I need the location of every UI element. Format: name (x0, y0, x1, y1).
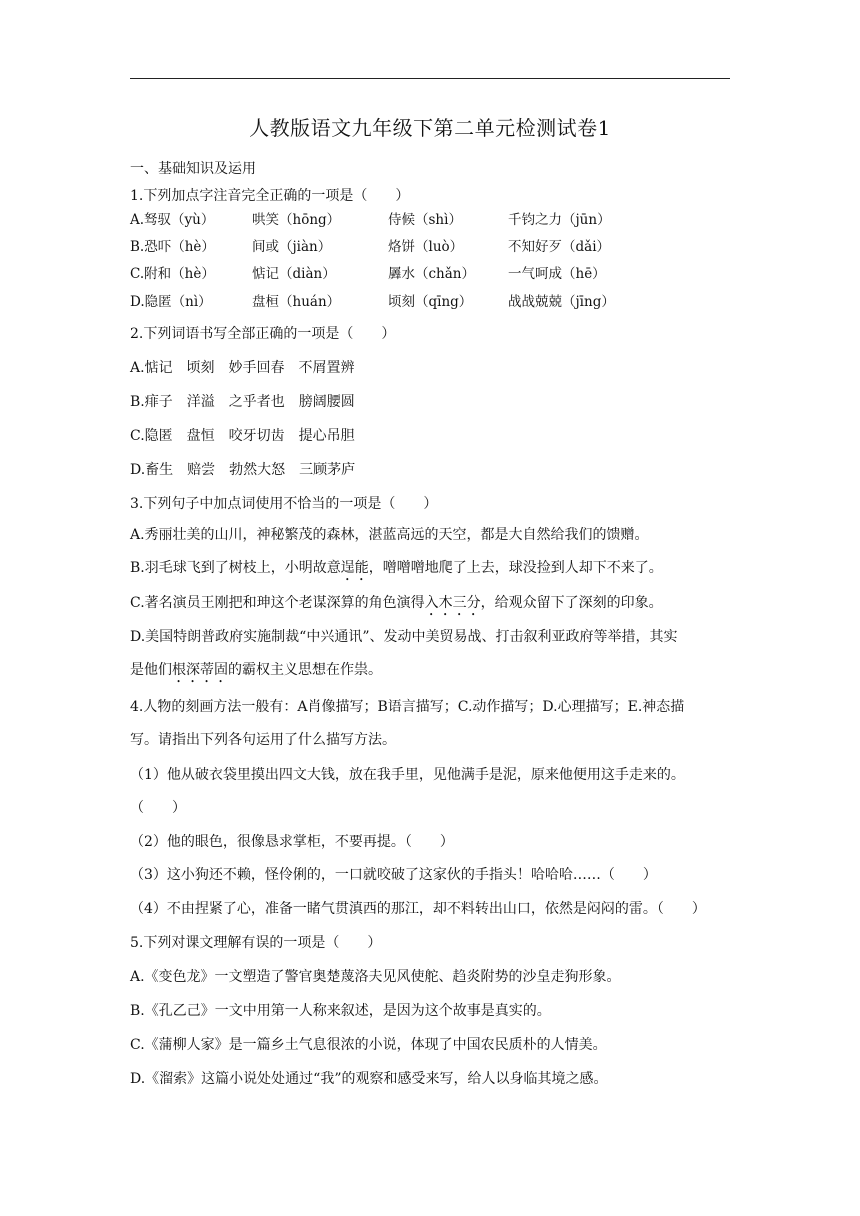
q3-d-dotted: 根深蒂固 (172, 662, 228, 678)
q3-b-post: ，噌噌噌地爬了上去，球没捡到人却下不来了。 (368, 560, 663, 576)
q1-c-3: 羼水（chǎn） (388, 266, 475, 282)
q1-b-4: 不知好歹（dǎi） (508, 239, 611, 255)
q3-option-d-line2 (130, 659, 382, 686)
q1-c-1: C.附和（hè） (130, 266, 215, 282)
q4-item-2: （2）他的眼色，很像恳求掌柜，不要再提。（ ） (130, 834, 454, 850)
q3-stem: 3.下列句子中加点词使用不恰当的一项是（ ） (130, 496, 438, 512)
q4-item-4: （4）不由捏紧了心，准备一睹气贯滇西的那江，却不料转出山口，依然是闷闷的雷。（ ） (130, 901, 706, 917)
q3-option-d-line1: D.美国特朗普政府实施制裁“中兴通讯”、发动中美贸易战、打击叙利亚政府等举措，其实 (130, 629, 678, 645)
q5-option-a: A.《变色龙》一文塑造了警官奥楚蔑洛夫见风使舵、趋炎附势的沙皇走狗形象。 (130, 969, 621, 985)
q4-item-1-blank: （ ） (130, 800, 186, 816)
section-heading: 一、基础知识及运用 (130, 161, 256, 177)
q1-b-1: B.恐吓（hè） (130, 239, 215, 255)
q1-a-3: 侍候（shì） (388, 212, 462, 228)
q2-stem: 2.下列词语书写全部正确的一项是（ ） (130, 326, 396, 342)
q4-item-3: （3）这小狗还不赖，怪伶俐的，一口就咬破了这家伙的手指头！哈哈哈……（ ） (130, 867, 657, 883)
q1-stem: 1.下列加点字注音完全正确的一项是（ ） (130, 188, 410, 204)
q1-d-4: 战战兢兢（jīng） (508, 294, 615, 310)
q1-d-1: D.隐匿（nì） (130, 294, 212, 310)
q1-a-2: 哄笑（hōng） (252, 212, 341, 228)
q3-c-post: ，给观众留下了深刻的印象。 (480, 595, 663, 611)
q5-option-b: B.《孔乙己》一文中用第一人称来叙述，是因为这个故事是真实的。 (130, 1003, 551, 1019)
q3-d-post: 的霸权主义思想在作祟。 (228, 662, 382, 678)
q3-option-c (130, 592, 663, 619)
q2-option-d: D.畜生 赔尝 勃然大怒 三顾茅庐 (130, 462, 356, 478)
q3-option-a: A.秀丽壮美的山川，神秘繁茂的森林，湛蓝高远的天空，都是大自然给我们的馈赠。 (130, 527, 649, 543)
q3-c-dotted: 入木三分 (424, 595, 481, 611)
q3-b-pre: B.羽毛球飞到了树枝上，小明故意 (130, 560, 341, 576)
q2-option-a: A.惦记 顷刻 妙手回春 不屑置辨 (130, 360, 355, 376)
q5-option-d: D.《溜索》这篇小说处处通过“我”的观察和感受来写，给人以身临其境之感。 (130, 1071, 608, 1087)
q1-a-4: 千钧之力（jūn） (508, 212, 611, 228)
q1-c-4: 一气呵成（hē） (508, 266, 606, 282)
q4-stem-line1: 4.人物的刻画方法一般有：A肖像描写；B语言描写；C.动作描写；D.心理描写；E.神态描 (130, 699, 685, 715)
q2-option-c: C.隐匿 盘恒 咬牙切齿 提心吊胆 (130, 428, 355, 444)
q1-d-3: 顷刻（qīng） (388, 294, 473, 310)
q5-option-c: C.《蒲柳人家》是一篇乡土气息很浓的小说，体现了中国农民质朴的人情美。 (130, 1037, 607, 1053)
q4-stem-line2: 写。请指出下列各句运用了什么描写方法。 (130, 732, 396, 748)
page-title: 人教版语文九年级下第二单元检测试卷1 (249, 116, 611, 140)
q1-c-2: 惦记（diàn） (252, 266, 336, 282)
q1-a-1: A.驽驭（yù） (130, 212, 215, 228)
header-rule (130, 78, 730, 79)
q2-option-b: B.痱子 洋溢 之乎者也 膀阔腰圆 (130, 394, 355, 410)
q3-c-pre: C.著名演员王刚把和珅这个老谋深算的角色演得 (130, 595, 425, 611)
q1-d-2: 盘桓（huán） (252, 294, 341, 310)
q1-b-2: 间或（jiàn） (252, 239, 332, 255)
q4-item-1: （1）他从破衣袋里摸出四文大钱，放在我手里，见他满手是泥，原来他便用这手走来的。 (130, 767, 685, 783)
q3-d-pre: 是他们 (130, 662, 172, 678)
q1-b-3: 烙饼（luò） (388, 239, 464, 255)
q3-b-dotted: 逞能 (340, 560, 369, 576)
q3-option-b (130, 557, 663, 584)
q5-stem: 5.下列对课文理解有误的一项是（ ） (130, 935, 382, 951)
